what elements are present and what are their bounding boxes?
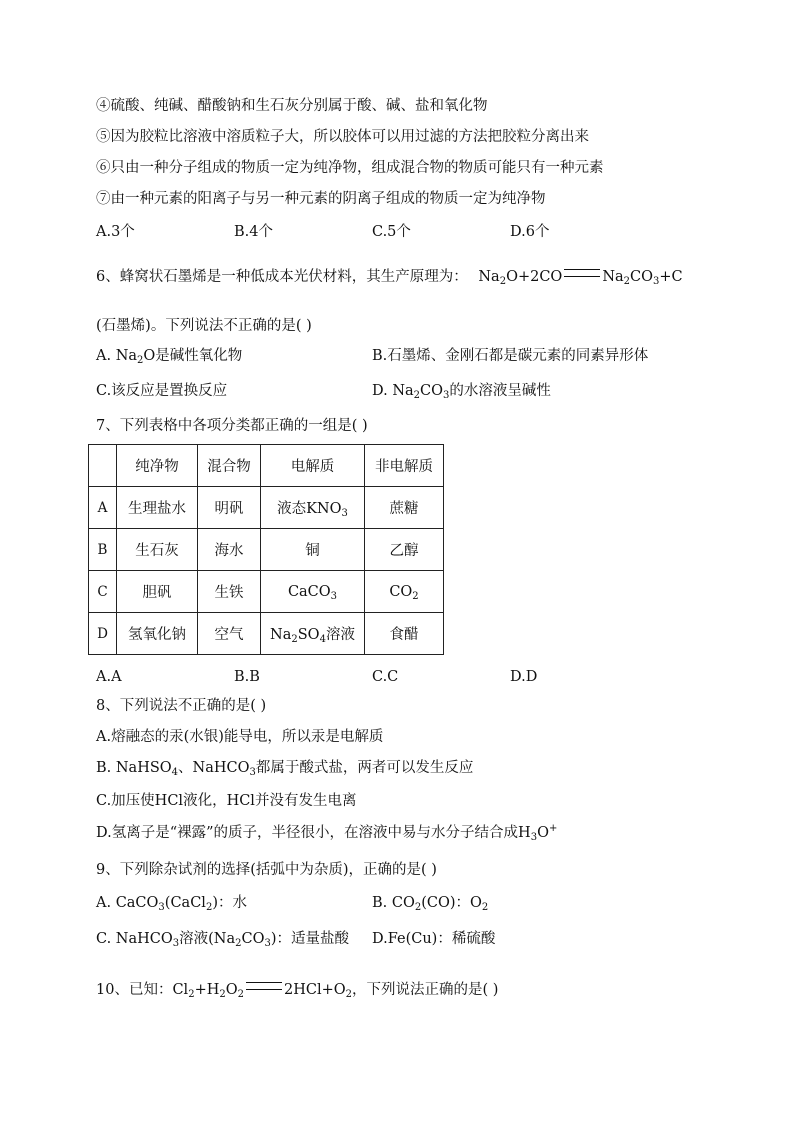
- q8-option-b: B. NaHSO$_4$、NaHCO$_3$都属于酸式盐，两者可以发生反应: [96, 760, 474, 778]
- q6-equation: $Na_2O+2CO$ $Na_2CO_3+C$: [478, 269, 683, 287]
- table-cell: 生理盐水: [117, 487, 198, 529]
- q8-option-a: A.熔融态的汞(水银)能导电，所以汞是电解质: [96, 729, 384, 745]
- statement-6: ⑥只由一种分子组成的物质一定为纯净物，组成混合物的物质可能只有一种元素: [96, 160, 604, 176]
- row-label: D: [89, 613, 117, 655]
- table-header: 纯净物: [117, 445, 198, 487]
- table-header-row: [89, 445, 444, 487]
- table-cell: 蔗糖: [365, 487, 444, 529]
- table-row: [89, 613, 444, 655]
- q6-option-b: B.石墨烯、金刚石都是碳元素的同素异形体: [372, 348, 649, 364]
- q5-option-a: A.3个: [96, 224, 135, 240]
- table-cell: 海水: [198, 529, 261, 571]
- q10-stem: 10、已知：$Cl_2+H_2O_2$ $2HCl+O_2$，下列说法正确的是( ): [96, 982, 499, 1000]
- table-corner-cell: [89, 445, 117, 487]
- table-cell: 乙醇: [365, 529, 444, 571]
- q8-stem: 8、下列说法不正确的是( ): [96, 698, 267, 714]
- statement-4: ④硫酸、纯碱、醋酸钠和生石灰分别属于酸、碱、盐和氧化物: [96, 98, 488, 114]
- statement-7: ⑦由一种元素的阳离子与另一种元素的阴离子组成的物质一定为纯净物: [96, 191, 546, 207]
- row-label: C: [89, 571, 117, 613]
- table-header: 混合物: [198, 445, 261, 487]
- table-header: 非电解质: [365, 445, 444, 487]
- table-cell: 铜: [261, 529, 365, 571]
- q5-option-b: B.4个: [234, 224, 273, 240]
- equals-arrow-icon: [564, 269, 600, 277]
- statement-5: ⑤因为胶粒比溶液中溶质粒子大，所以胶体可以用过滤的方法把胶粒分离出来: [96, 129, 589, 145]
- table-cell: CaCO$_3$: [261, 571, 365, 613]
- table-cell: 生石灰: [117, 529, 198, 571]
- q9-option-c: C. NaHCO$_3$溶液$(Na_2CO_3)$：适量盐酸: [96, 931, 350, 949]
- q6-stem-continued: (石墨烯)。下列说法不正确的是( ): [96, 318, 312, 334]
- equals-arrow-icon: [246, 982, 282, 990]
- q9-option-a: A. CaCO$_3$(CaCl$_2$)：水: [96, 895, 247, 913]
- q7-option-d: D.D: [510, 669, 538, 685]
- q8-option-d: D.氢离子是“裸露”的质子，半径很小，在溶液中易与水分子结合成$H_3O^+$: [96, 823, 558, 843]
- table-header: 电解质: [261, 445, 365, 487]
- q9-option-b: B. $CO_2(CO)$：$O_2$: [372, 895, 489, 913]
- q7-option-b: B.B: [234, 669, 260, 685]
- table-cell: 氢氧化钠: [117, 613, 198, 655]
- table-cell: 胆矾: [117, 571, 198, 613]
- q5-option-c: C.5个: [372, 224, 411, 240]
- q7-option-a: A.A: [96, 669, 122, 685]
- row-label: A: [89, 487, 117, 529]
- q6-stem: 6、蜂窝状石墨烯是一种低成本光伏材料，其生产原理为： $Na_2O+2CO$ $Na_2CO_3+C$: [96, 269, 683, 287]
- table-row: [89, 571, 444, 613]
- table-row: [89, 529, 444, 571]
- q9-option-d: D.Fe(Cu)：稀硫酸: [372, 931, 496, 947]
- table-cell: 明矾: [198, 487, 261, 529]
- row-label: B: [89, 529, 117, 571]
- table-row: [89, 487, 444, 529]
- table-cell: 生铁: [198, 571, 261, 613]
- q7-option-c: C.C: [372, 669, 399, 685]
- classification-table: [88, 444, 444, 655]
- q8-option-c: C.加压使HCl液化，HCl并没有发生电离: [96, 793, 357, 809]
- table-cell: $Na_2SO_4$溶液: [261, 613, 365, 655]
- q6-option-a: A. $Na_2O$是碱性氧化物: [96, 348, 243, 366]
- q9-stem: 9、下列除杂试剂的选择(括弧中为杂质)，正确的是( ): [96, 862, 437, 878]
- table-cell: 空气: [198, 613, 261, 655]
- q5-option-d: D.6个: [510, 224, 550, 240]
- table-cell: $CO_2$: [365, 571, 444, 613]
- table-cell: 液态$KNO_3$: [261, 487, 365, 529]
- q6-option-c: C.该反应是置换反应: [96, 383, 228, 399]
- q6-option-d: D. $Na_2CO_3$的水溶液呈碱性: [372, 383, 551, 401]
- q7-stem: 7、下列表格中各项分类都正确的一组是( ): [96, 418, 368, 434]
- table-cell: 食醋: [365, 613, 444, 655]
